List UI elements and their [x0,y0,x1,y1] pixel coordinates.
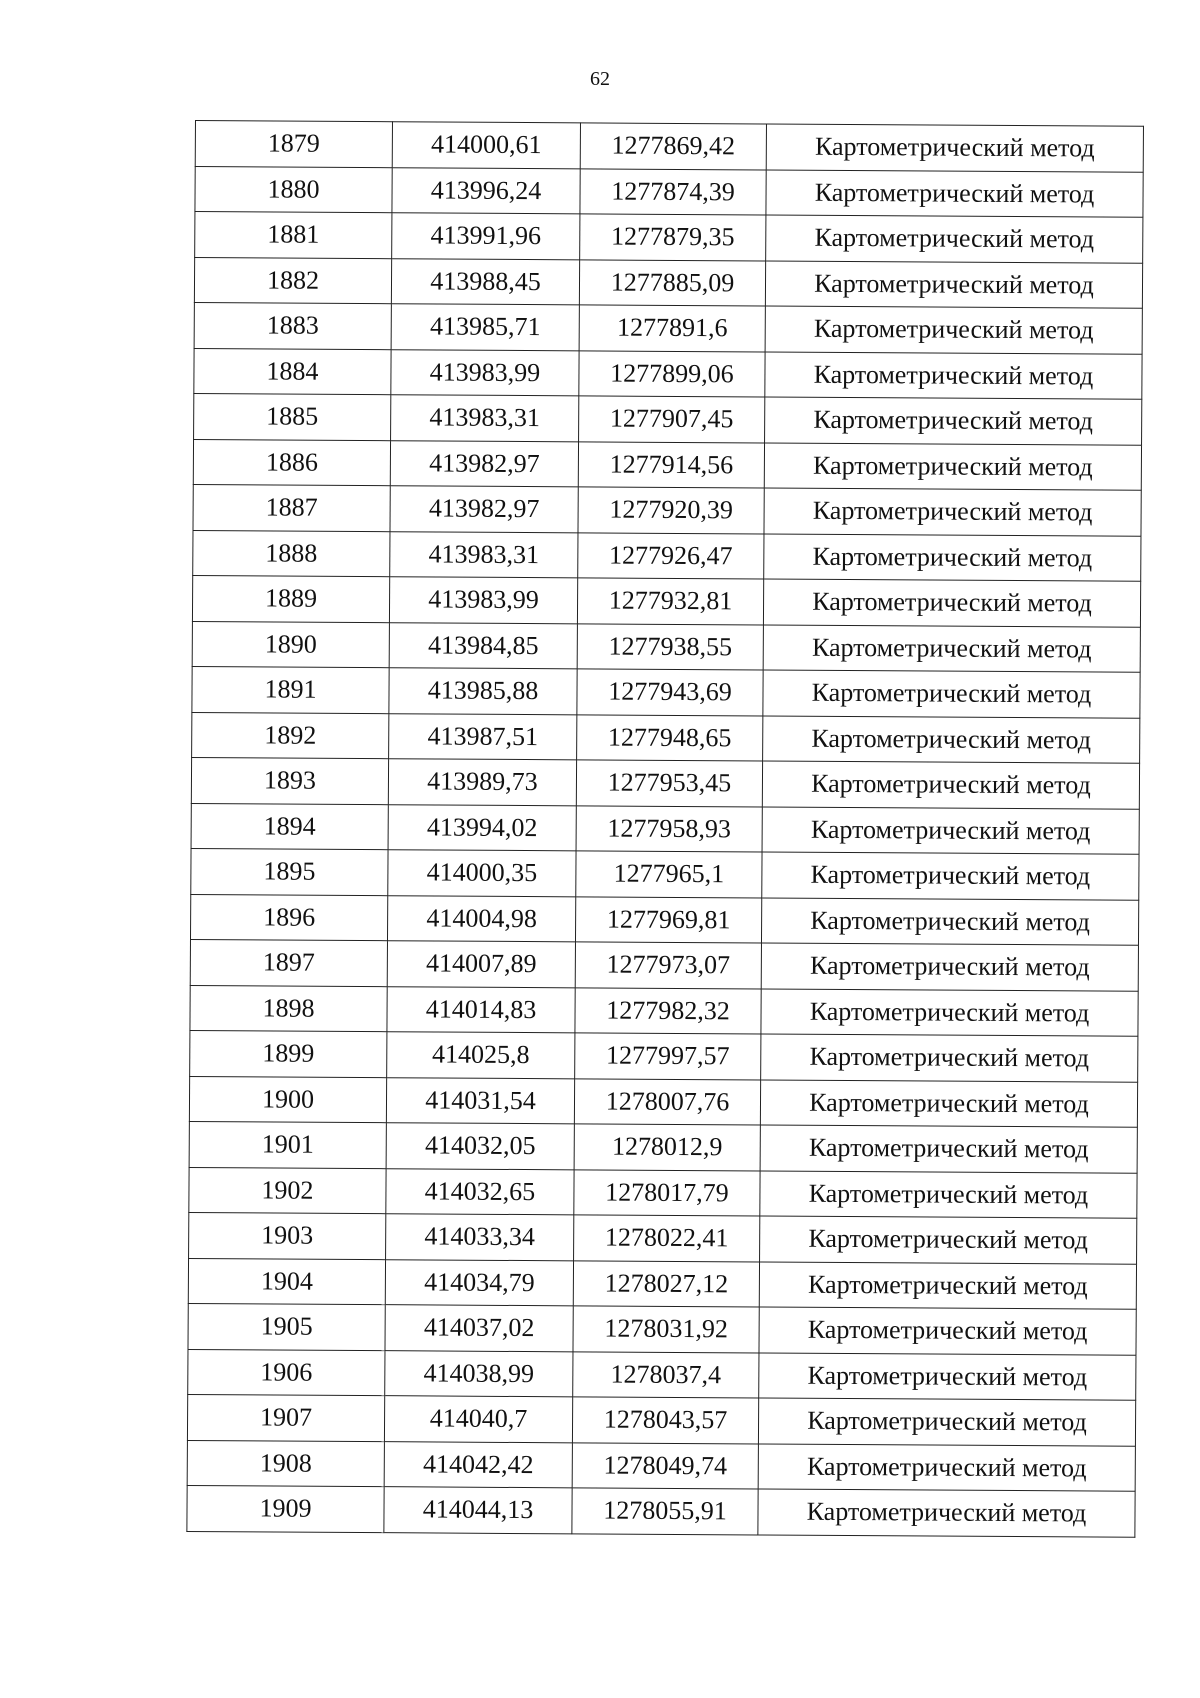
point-number-cell: 1884 [194,348,391,395]
table-row [189,1076,1137,1127]
method-cell: Картометрический метод [765,260,1142,308]
table-row [193,439,1141,490]
y-coordinate-cell: 1277899,06 [579,350,765,397]
x-coordinate-cell: 413989,73 [388,759,576,806]
method-cell: Картометрический метод [765,351,1142,399]
x-coordinate-cell: 413984,85 [389,622,577,669]
point-number-cell: 1886 [193,439,390,486]
y-coordinate-cell: 1277885,09 [579,259,765,306]
point-number-cell: 1883 [194,302,391,349]
x-coordinate-cell: 414000,61 [392,122,580,169]
y-coordinate-cell: 1277914,56 [578,441,764,488]
y-coordinate-cell: 1278037,4 [573,1351,759,1398]
x-coordinate-cell: 414033,34 [386,1214,574,1261]
y-coordinate-cell: 1278017,79 [574,1169,760,1216]
x-coordinate-cell: 414000,35 [388,850,576,897]
x-coordinate-cell: 413985,71 [391,304,579,351]
x-coordinate-cell: 413996,24 [392,167,580,214]
table-row [194,348,1142,399]
point-number-cell: 1904 [188,1258,385,1305]
x-coordinate-cell: 414025,8 [387,1032,575,1079]
x-coordinate-cell: 414007,89 [387,941,575,988]
x-coordinate-cell: 413982,97 [390,440,578,487]
point-number-cell: 1892 [192,712,389,759]
method-cell: Картометрический метод [762,852,1139,900]
y-coordinate-cell: 1278027,12 [573,1260,759,1307]
x-coordinate-cell: 413982,97 [390,486,578,533]
table-row [193,484,1141,535]
point-number-cell: 1893 [191,757,388,804]
point-number-cell: 1880 [195,166,392,213]
method-cell: Картометрический метод [764,488,1141,536]
table-row [190,894,1138,945]
method-cell: Картометрический метод [759,1352,1136,1400]
point-number-cell: 1897 [190,939,387,986]
method-cell: Картометрический метод [758,1443,1135,1491]
y-coordinate-cell: 1277948,65 [577,714,763,761]
y-coordinate-cell: 1277869,42 [580,123,766,170]
y-coordinate-cell: 1277891,6 [579,305,765,352]
point-number-cell: 1888 [193,530,390,577]
y-coordinate-cell: 1277953,45 [576,760,762,807]
point-number-cell: 1891 [192,666,389,713]
method-cell: Картометрический метод [766,215,1143,263]
x-coordinate-cell: 413985,88 [389,668,577,715]
point-number-cell: 1895 [191,848,388,895]
table-row [192,575,1140,626]
x-coordinate-cell: 413983,31 [391,395,579,442]
y-coordinate-cell: 1277938,55 [577,623,763,670]
table-row [191,757,1139,808]
table-row [189,1212,1137,1263]
method-cell: Картометрический метод [760,1125,1137,1173]
method-cell: Картометрический метод [765,306,1142,354]
y-coordinate-cell: 1278043,57 [572,1397,758,1444]
x-coordinate-cell: 413988,45 [391,258,579,305]
method-cell: Картометрический метод [760,1216,1137,1264]
method-cell: Картометрический метод [766,124,1143,172]
x-coordinate-cell: 413983,99 [389,577,577,624]
y-coordinate-cell: 1277932,81 [577,578,763,625]
coordinates-table [186,120,1144,1537]
x-coordinate-cell: 414032,65 [386,1168,574,1215]
y-coordinate-cell: 1278007,76 [574,1078,760,1125]
x-coordinate-cell: 413987,51 [389,713,577,760]
point-number-cell: 1906 [188,1349,385,1396]
method-cell: Картометрический метод [763,715,1140,763]
table-row [195,121,1143,172]
table-row [190,939,1138,990]
method-cell: Картометрический метод [764,442,1141,490]
x-coordinate-cell: 413994,02 [388,804,576,851]
table-row [189,1121,1137,1172]
method-cell: Картометрический метод [763,624,1140,672]
point-number-cell: 1908 [187,1440,384,1487]
x-coordinate-cell: 414032,05 [386,1123,574,1170]
table-row [188,1349,1136,1400]
method-cell: Картометрический метод [766,169,1143,217]
x-coordinate-cell: 414037,02 [385,1305,573,1352]
point-number-cell: 1879 [195,121,392,168]
y-coordinate-cell: 1277907,45 [579,396,765,443]
y-coordinate-cell: 1278049,74 [572,1442,758,1489]
point-number-cell: 1889 [192,575,389,622]
method-cell: Картометрический метод [762,806,1139,854]
point-number-cell: 1898 [190,985,387,1032]
method-cell: Картометрический метод [763,579,1140,627]
x-coordinate-cell: 414031,54 [386,1077,574,1124]
method-cell: Картометрический метод [760,1170,1137,1218]
point-number-cell: 1896 [190,894,387,941]
y-coordinate-cell: 1277920,39 [578,487,764,534]
point-number-cell: 1894 [191,803,388,850]
method-cell: Картометрический метод [759,1307,1136,1355]
method-cell: Картометрический метод [761,943,1138,991]
table-row [192,666,1140,717]
point-number-cell: 1902 [189,1167,386,1214]
method-cell: Картометрический метод [759,1261,1136,1309]
x-coordinate-cell: 414038,99 [385,1350,573,1397]
page-number: 62 [590,68,610,90]
method-cell: Картометрический метод [763,670,1140,718]
table-row [192,712,1140,763]
y-coordinate-cell: 1278022,41 [574,1215,760,1262]
table-row [195,166,1143,217]
method-cell: Картометрический метод [761,988,1138,1036]
table-row [195,212,1143,263]
y-coordinate-cell: 1277958,93 [576,805,762,852]
x-coordinate-cell: 414044,13 [384,1487,572,1534]
point-number-cell: 1905 [188,1303,385,1350]
point-number-cell: 1909 [187,1485,384,1532]
point-number-cell: 1887 [193,484,390,531]
y-coordinate-cell: 1278031,92 [573,1306,759,1353]
table-row [194,257,1142,308]
table-row [190,985,1138,1036]
y-coordinate-cell: 1277997,57 [575,1033,761,1080]
point-number-cell: 1890 [192,621,389,668]
point-number-cell: 1885 [194,393,391,440]
table-row [191,848,1139,899]
y-coordinate-cell: 1277926,47 [578,532,764,579]
x-coordinate-cell: 414040,7 [384,1396,572,1443]
method-cell: Картометрический метод [764,533,1141,581]
x-coordinate-cell: 414034,79 [385,1259,573,1306]
table-row [194,393,1142,444]
table-row [190,1030,1138,1081]
point-number-cell: 1899 [190,1030,387,1077]
y-coordinate-cell: 1277879,35 [580,214,766,261]
y-coordinate-cell: 1278012,9 [574,1124,760,1171]
method-cell: Картометрический метод [762,761,1139,809]
method-cell: Картометрический метод [761,897,1138,945]
table-row [193,530,1141,581]
x-coordinate-cell: 413983,31 [390,531,578,578]
y-coordinate-cell: 1277973,07 [575,942,761,989]
table-row [188,1303,1136,1354]
x-coordinate-cell: 414042,42 [384,1441,572,1488]
x-coordinate-cell: 413983,99 [391,349,579,396]
table-row [189,1167,1137,1218]
point-number-cell: 1881 [195,212,392,259]
point-number-cell: 1882 [194,257,391,304]
y-coordinate-cell: 1277969,81 [575,896,761,943]
method-cell: Картометрический метод [765,397,1142,445]
x-coordinate-cell: 414014,83 [387,986,575,1033]
method-cell: Картометрический метод [758,1398,1135,1446]
x-coordinate-cell: 413991,96 [392,213,580,260]
method-cell: Картометрический метод [761,1034,1138,1082]
table-row [194,302,1142,353]
y-coordinate-cell: 1277982,32 [575,987,761,1034]
table-body [187,121,1144,1537]
method-cell: Картометрический метод [758,1489,1135,1537]
table-row [187,1394,1135,1445]
y-coordinate-cell: 1277943,69 [577,669,763,716]
method-cell: Картометрический метод [760,1079,1137,1127]
x-coordinate-cell: 414004,98 [387,895,575,942]
table-row [191,803,1139,854]
table-row [192,621,1140,672]
table-row [188,1258,1136,1309]
point-number-cell: 1900 [189,1076,386,1123]
point-number-cell: 1907 [187,1394,384,1441]
y-coordinate-cell: 1277874,39 [580,168,766,215]
y-coordinate-cell: 1277965,1 [576,851,762,898]
point-number-cell: 1903 [189,1212,386,1259]
table-row [187,1440,1135,1491]
table-row [187,1485,1135,1536]
y-coordinate-cell: 1278055,91 [572,1488,758,1535]
point-number-cell: 1901 [189,1121,386,1168]
